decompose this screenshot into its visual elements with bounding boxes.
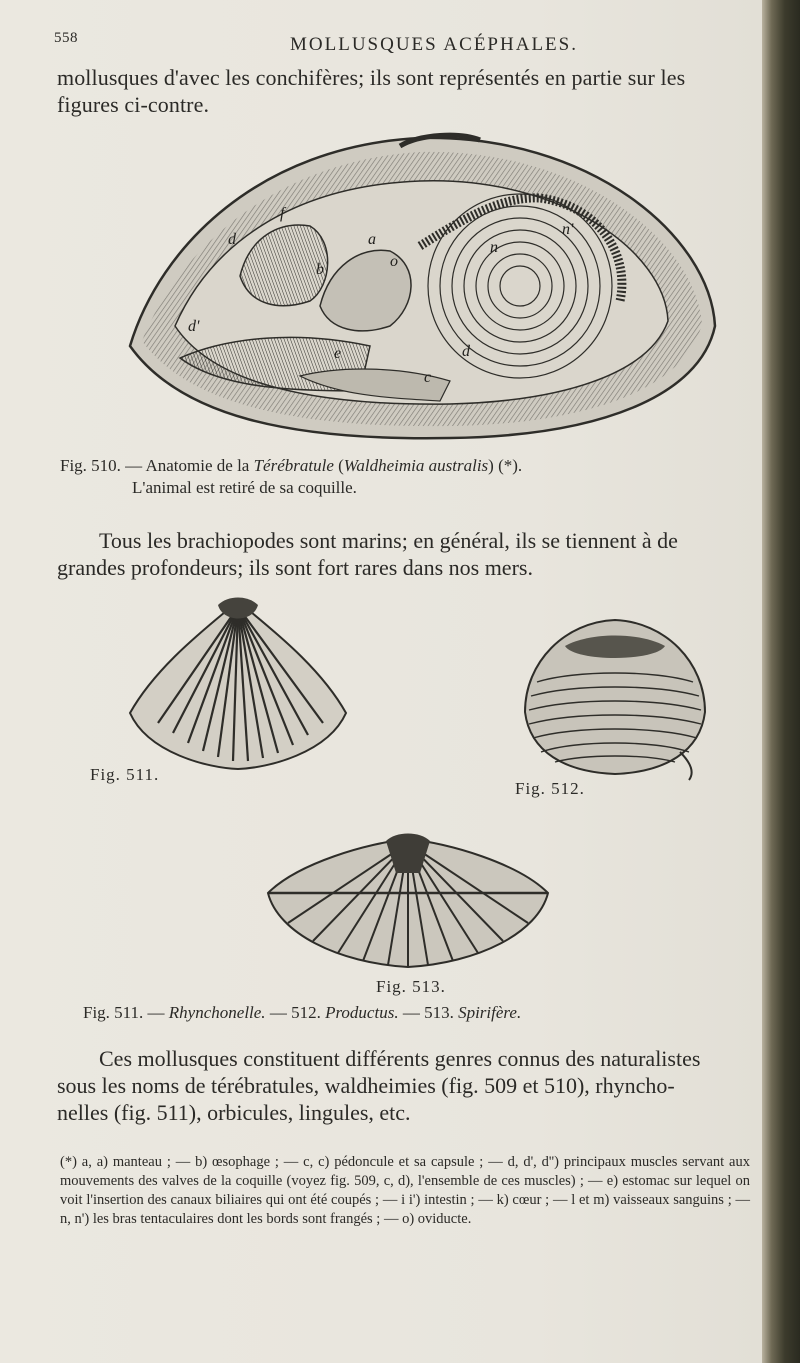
fig510-paren-close: ) (*). — [488, 456, 523, 475]
running-head — [54, 30, 744, 60]
fig-511-illustration — [118, 593, 358, 773]
genera-paragraph — [57, 1045, 747, 1126]
intro-line-2: figures ci-contre. — [57, 92, 210, 117]
fig-511-513-caption — [83, 1003, 521, 1023]
fig510-caption-line-2: L'animal est retiré de sa coquille. — [132, 478, 357, 497]
fig510-letter-c: c — [424, 369, 432, 386]
intro-paragraph — [57, 64, 747, 118]
fig510-caption-latin: Waldheimia australis — [343, 456, 489, 475]
fig510-letter-f: f — [280, 205, 285, 222]
fig510-letter-d: d — [228, 231, 236, 248]
page-number: 558 — [54, 30, 78, 46]
caption-511-name: Rhynchonelle. — [168, 1003, 266, 1022]
fig-513-illustration — [258, 833, 558, 973]
page-edge-shadow — [762, 0, 800, 1363]
fig-512-illustration — [505, 612, 725, 782]
caption-511: Fig. 511. — — [83, 1003, 165, 1022]
fig510-letter-n: n — [490, 239, 498, 256]
fig510-letter-n-prime: n' — [562, 221, 574, 238]
fig510-letter-d-prime: d' — [188, 318, 200, 335]
caption-512-name: Productus. — [325, 1003, 399, 1022]
paragraph3-line-3: nelles (fig. 511), orbicules, lingules, etc. — [57, 1100, 411, 1125]
fig510-letter-e: e — [334, 345, 342, 362]
caption-513: — 513. — [402, 1003, 454, 1022]
fig510-paren-open: ( — [333, 456, 344, 475]
fig510-caption-term: Térébratule — [253, 456, 334, 475]
fig-512-label: Fig. 512. — [515, 779, 585, 798]
intro-line-1: mollusques d'avec les conchifères; ils sont représentés en partie sur les — [57, 65, 686, 90]
fig510-letter-o: o — [390, 253, 398, 270]
fig-510-illustration — [120, 126, 720, 446]
paragraph3-line-2: sous les noms de térébratules, waldheimies (fig. 509 et 510), rhyncho- — [57, 1073, 675, 1098]
running-title: MOLLUSQUES ACÉPHALES. — [290, 34, 578, 55]
fig-511-label: Fig. 511. — [90, 765, 160, 784]
paragraph3-line-1: Ces mollusques constituent différents genres connus des naturalistes — [99, 1046, 701, 1071]
brachiopods-paragraph — [57, 527, 747, 581]
footnote: (*) a, a) manteau ; — b) œsophage ; — c, c) pédoncule et sa capsule ; — d, d', d'') principaux muscles servant aux mouvements des valves de la coquille (voyez fig. 509, c, d), l'ensemble de ces muscles) ; — e) estomac sur lequel on voit l'insertion des canaux biliaires qui ont été coupés ; — i i') intestin ; — k) cœur ; — l et m) vaisseaux sanguins ; — n, n') les bras tentaculaires dont les bords sont frangés ; — o) oviducte. — [60, 1154, 750, 1227]
fig510-letter-b: b — [316, 261, 324, 278]
fig-510-caption — [60, 455, 750, 499]
fig510-letter-a: a — [368, 231, 376, 248]
paragraph2-line-2: grandes profondeurs; ils sont fort rares dans nos mers. — [57, 555, 533, 580]
caption-513-name: Spirifère. — [458, 1003, 522, 1022]
paragraph2-line-1: Tous les brachiopodes sont marins; en général, ils se tiennent à de — [99, 528, 678, 553]
fig510-letter-d-2: d — [462, 343, 470, 360]
fig-513-label: Fig. 513. — [376, 977, 446, 996]
fig510-caption-label: Fig. 510. — Anatomie de la — [60, 456, 250, 475]
caption-512: — 512. — [269, 1003, 321, 1022]
